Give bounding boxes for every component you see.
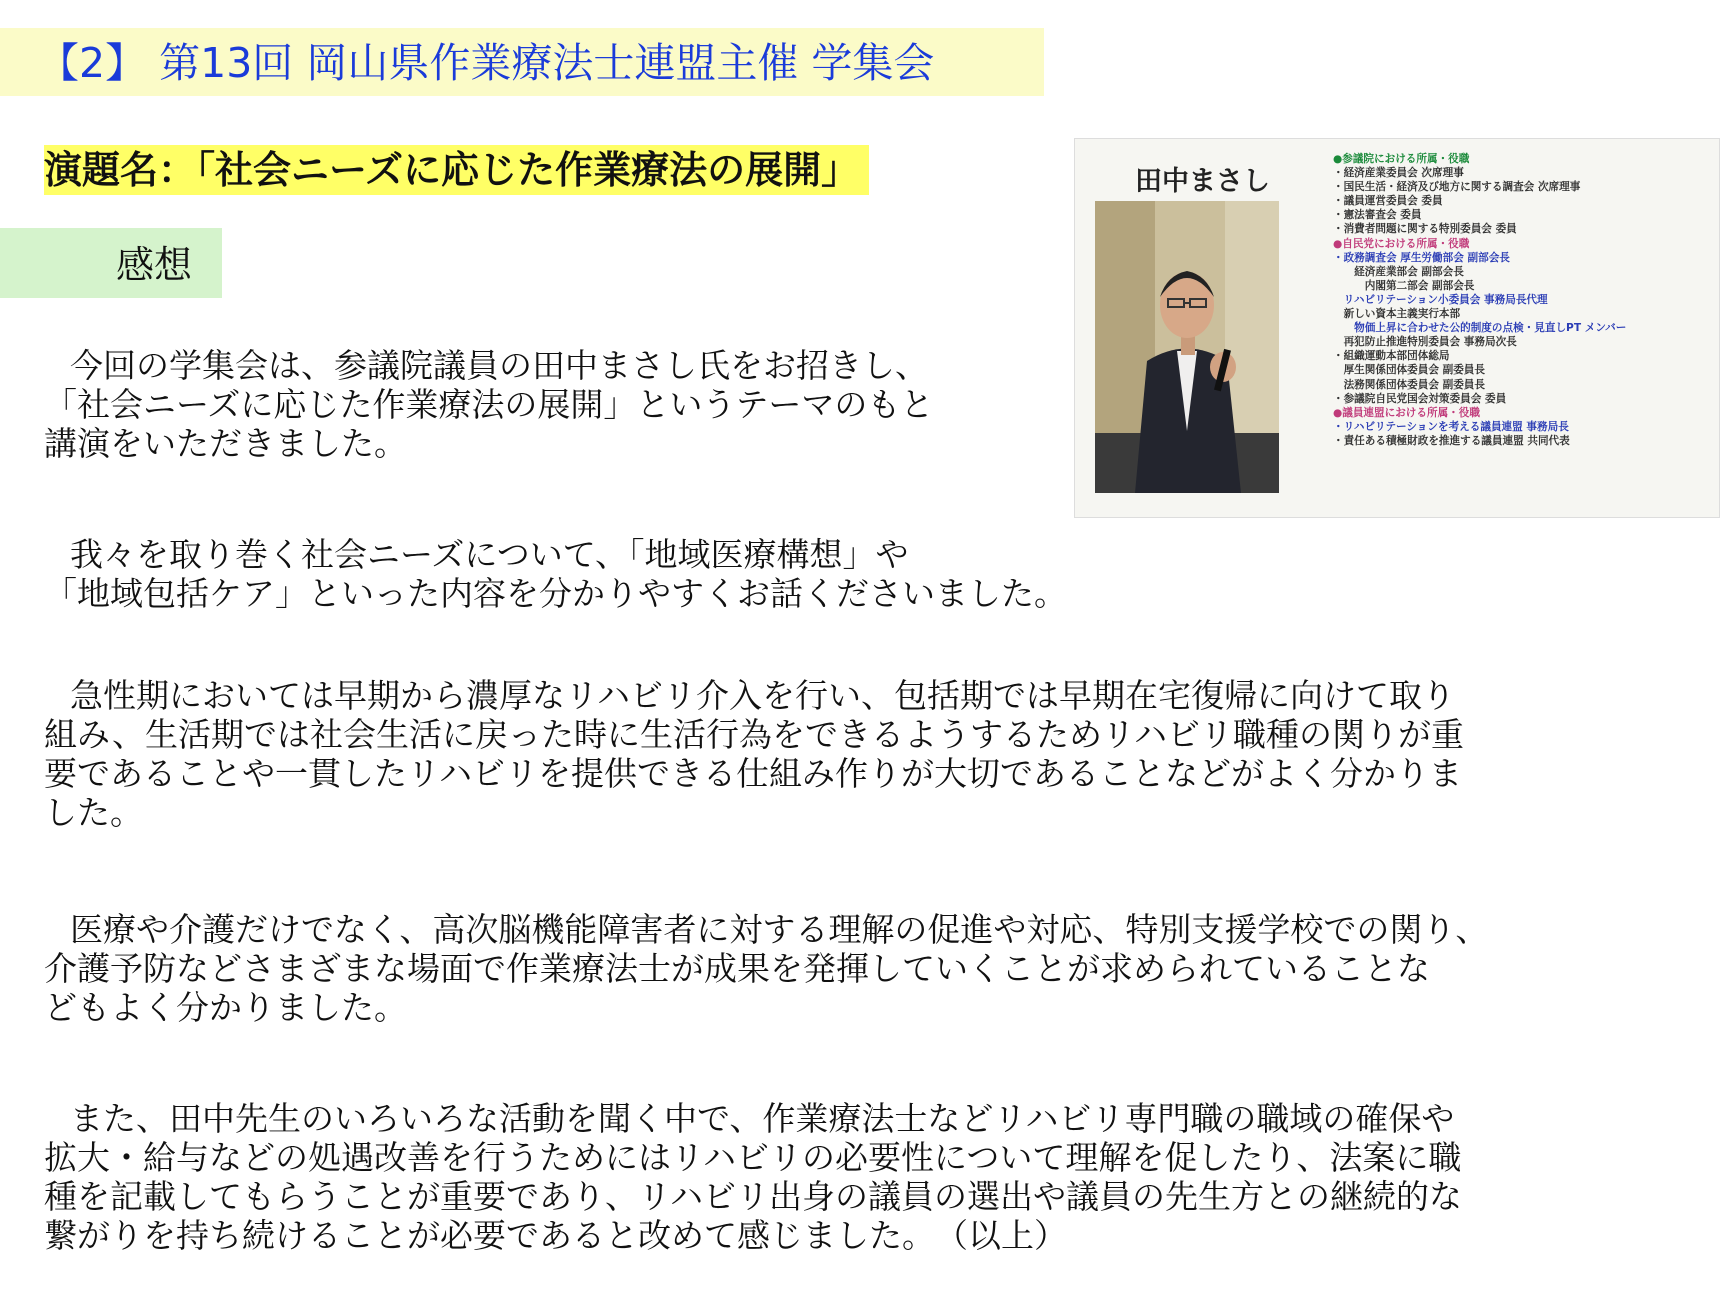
para-line: 我々を取り巻く社会ニーズについて、「地域医療構想」や <box>70 535 909 574</box>
role-line: ・参議院自民党国会対策委員会 委員 <box>1333 392 1507 405</box>
role-line: ●参議院における所属・役職 <box>1333 153 1470 165</box>
para-line: した。 <box>44 793 143 832</box>
speaker-roles <box>1333 152 1717 448</box>
role-line: ・組織運動本部団体総局 <box>1333 350 1450 363</box>
role-line: リハビリテーション小委員会 事務局長代理 <box>1333 293 1548 306</box>
para-line: 今回の学集会は、参議院議員の田中まさし氏をお招きし、 <box>70 346 928 385</box>
paragraph-intro <box>44 346 933 463</box>
speaker-photo <box>1095 201 1279 493</box>
role-line: ・議員運営委員会 委員 <box>1333 195 1443 208</box>
role-line: ●自民党における所属・役職 <box>1333 237 1470 250</box>
role-line: ・責任ある積極財政を推進する議員連盟 共同代表 <box>1333 434 1570 447</box>
para-line: また、田中先生のいろいろな活動を聞く中で、作業療法士などリハビリ専門職の職域の確保や <box>70 1099 1455 1138</box>
para-line: 要であることや一貫したリハビリを提供できる仕組み作りが大切であることなどがよく分かりま <box>44 754 1463 793</box>
role-line: ・政務調査会 厚生労働部会 副部会長 <box>1333 251 1510 264</box>
para-line: 「社会ニーズに応じた作業療法の展開」というテーマのもと <box>44 385 934 424</box>
para-line: 拡大・給与などの処遇改善を行うためにはリハビリの必要性について理解を促したり、法案に職 <box>44 1138 1462 1177</box>
role-line: ・国民生活・経済及び地方に関する調査会 次席理事 <box>1333 181 1581 194</box>
role-line: ・経済産業委員会 次席理事 <box>1333 167 1464 180</box>
para-line: 急性期においては早期から濃厚なリハビリ介入を行い、包括期では早期在宅復帰に向けて取り <box>70 676 1456 715</box>
impressions-label: 感想 <box>116 243 193 287</box>
role-line: 法務関係団体委員会 副委員長 <box>1333 378 1485 391</box>
paragraph-rehab-phases <box>44 676 1464 832</box>
para-line: 介護予防などさまざまな場面で作業療法士が成果を発揮していくことが求められていることな <box>44 949 1430 988</box>
role-line: 新しい資本主義実行本部 <box>1333 308 1461 321</box>
para-line: 「地域包括ケア」といった内容を分かりやすくお話くださいました。 <box>44 574 1067 613</box>
role-line: 再犯防止推進特別委員会 事務局次長 <box>1333 336 1517 349</box>
speaker-name: 田中まさし <box>1135 166 1270 197</box>
role-line: ・リハビリテーションを考える議員連盟 事務局長 <box>1333 420 1569 433</box>
role-line: ・憲法審査会 委員 <box>1333 209 1422 222</box>
para-line: 医療や介護だけでなく、高次脳機能障害者に対する理解の促進や対応、特別支援学校での関り、 <box>70 910 1489 949</box>
role-line: 物価上昇に合わせた公的制度の点検・見直しPT メンバー <box>1333 322 1627 335</box>
speaker-profile-slide <box>1074 138 1720 518</box>
role-line: ・消費者問題に関する特別委員会 委員 <box>1333 223 1517 236</box>
para-line: 組み、生活期では社会生活に戻った時に生活行為をできるようするためリハビリ職種の関りが重 <box>44 715 1464 754</box>
para-line: 種を記載してもらうことが重要であり、リハビリ出身の議員の選出や議員の先生方との継続的な <box>44 1177 1463 1216</box>
page-title: 【2】 第13回 岡山県作業療法士連盟主催 学集会 <box>38 39 935 87</box>
role-line: 内閣第二部会 副部会長 <box>1333 279 1475 292</box>
speaker-photo-illustration <box>1095 201 1279 493</box>
para-line: どもよく分かりました。 <box>44 988 407 1027</box>
role-line: 厚生関係団体委員会 副委員長 <box>1333 364 1485 377</box>
role-line: 経済産業部会 副部会長 <box>1333 265 1464 278</box>
paragraph-social-needs <box>44 535 1067 613</box>
para-line: 講演をいただきました。 <box>44 424 407 463</box>
para-line: 繋がりを持ち続けることが必要であると改めて感じました。 （以上） <box>44 1216 1067 1255</box>
lecture-title: 演題名：「社会ニーズに応じた作業療法の展開」 <box>44 145 869 195</box>
role-line: ●議員連盟における所属・役職 <box>1333 406 1480 419</box>
paragraph-ot-roles <box>44 910 1488 1027</box>
paragraph-conclusion <box>44 1099 1462 1255</box>
